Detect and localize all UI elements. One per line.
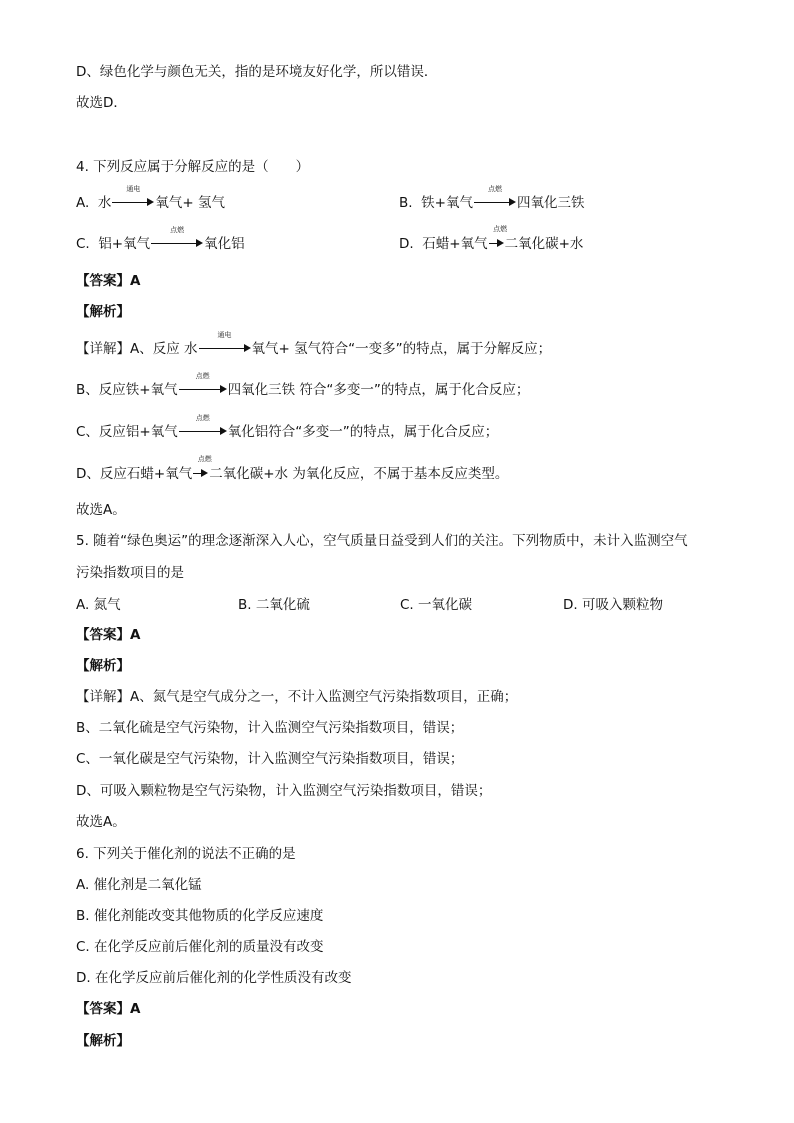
q5-detail-a: 【详解】A、氮气是空气成分之一，不计入监测空气污染指数项目，正确； [76, 689, 518, 705]
reactant: 铝+氧气 [98, 236, 151, 252]
q5-option-b: B. 二氧化硫 [238, 597, 310, 613]
q4-detail-b [76, 372, 530, 399]
reaction-condition: 点燃 [197, 455, 212, 463]
q6-option-a: A. 催化剂是二氧化锰 [76, 877, 202, 893]
reaction-arrow [179, 372, 227, 399]
detail-text: B、反应铁+氧气 [76, 382, 178, 398]
detail-text: 氧化铝符合“多变一”的特点，属于化合反应； [227, 424, 499, 440]
q5-detail-b: B、二氧化硫是空气污染物，计入监测空气污染指数项目，错误； [76, 720, 464, 736]
detail-text: C、反应铝+氧气 [76, 424, 178, 440]
reaction-arrow [112, 185, 154, 212]
option-label: A. [76, 195, 90, 211]
detail-text: 氧气+ 氢气符合“一变多”的特点，属于分解反应； [251, 341, 552, 357]
q5-option-a: A. 氮气 [76, 597, 121, 613]
q5-analysis-heading: 【解析】 [76, 658, 130, 674]
reaction-arrow [193, 455, 212, 483]
q6-option-c: C. 在化学反应前后催化剂的质量没有改变 [76, 939, 324, 955]
reaction-arrow [179, 414, 227, 441]
q4-detail-a [76, 331, 552, 358]
q4-option-d [399, 225, 584, 253]
q4-option-a [76, 185, 225, 212]
reaction-arrow [151, 226, 203, 253]
reactant: 铁+氧气 [421, 195, 473, 211]
reaction-arrow [474, 185, 516, 212]
product: 四氧化三铁 [516, 195, 585, 211]
q5-stem-line-1: 5. 随着“绿色奥运”的理念逐渐深入人心，空气质量日益受到人们的关注。下列物质中，未计入监测空气 [76, 533, 688, 549]
reaction-condition: 点燃 [170, 226, 185, 234]
q5-stem-line-2: 污染指数项目的是 [76, 565, 184, 581]
reaction-arrow [199, 331, 251, 358]
q4-choice: 故选A。 [76, 502, 126, 518]
q6-stem: 6. 下列关于催化剂的说法不正确的是 [76, 846, 296, 862]
detail-text: D、反应石蜡+氧气 [76, 466, 193, 482]
reaction-arrow [489, 225, 508, 253]
q3-choice: 故选D． [76, 95, 127, 111]
q4-detail-d [76, 455, 509, 483]
reactant: 水 [97, 195, 112, 211]
q6-option-b: B. 催化剂能改变其他物质的化学反应速度 [76, 908, 324, 924]
option-label: B. [399, 195, 413, 211]
reaction-condition: 点燃 [195, 372, 210, 380]
q6-answer: 【答案】A [76, 1001, 141, 1017]
q3-option-d-explanation: D、绿色化学与颜色无关，指的是环境友好化学，所以错误． [76, 64, 438, 80]
detail-text: 四氧化三铁 符合“多变一”的特点，属于化合反应； [227, 382, 530, 398]
q5-detail-c: C、一氧化碳是空气污染物，计入监测空气污染指数项目，错误； [76, 751, 464, 767]
q6-analysis-heading: 【解析】 [76, 1033, 130, 1049]
q5-option-d: D. 可吸入颗粒物 [563, 597, 663, 613]
q5-option-c: C. 一氧化碳 [400, 597, 473, 613]
q4-option-c [76, 226, 245, 253]
q5-answer: 【答案】A [76, 627, 141, 643]
q4-option-b [399, 185, 585, 212]
product: 二氧化碳+水 [504, 236, 584, 252]
option-label: C. [76, 236, 90, 252]
reaction-condition: 通电 [126, 185, 141, 193]
q4-stem: 4. 下列反应属于分解反应的是（ ） [76, 159, 310, 175]
q5-detail-d: D、可吸入颗粒物是空气污染物，计入监测空气污染指数项目，错误； [76, 783, 492, 799]
product: 氧气+ 氢气 [155, 195, 225, 211]
reaction-condition: 点燃 [487, 185, 502, 193]
option-label: D. [399, 236, 414, 252]
detail-text: 【详解】A、反应 水 [76, 341, 198, 357]
reaction-condition: 通电 [217, 331, 232, 339]
reaction-condition: 点燃 [493, 225, 508, 233]
q4-answer: 【答案】A [76, 273, 141, 289]
q5-choice: 故选A。 [76, 814, 126, 830]
q6-option-d: D. 在化学反应前后催化剂的化学性质没有改变 [76, 970, 352, 986]
reaction-condition: 点燃 [195, 414, 210, 422]
reactant: 石蜡+氧气 [422, 236, 488, 252]
q4-analysis-heading: 【解析】 [76, 304, 130, 320]
detail-text: 二氧化碳+水 为氧化反应，不属于基本反应类型。 [209, 466, 509, 482]
q4-detail-c [76, 414, 499, 441]
product: 氧化铝 [204, 236, 245, 252]
